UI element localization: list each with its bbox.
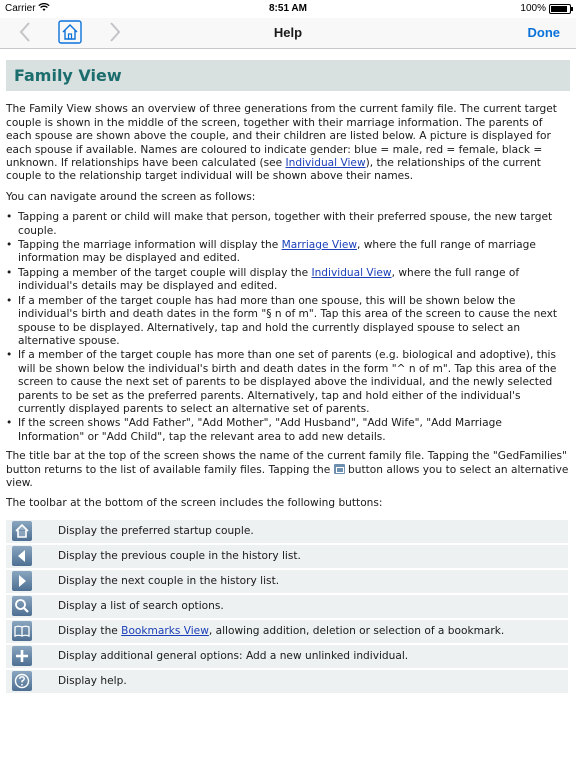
help-content bbox=[6, 60, 570, 695]
list-item: • If the screen shows "Add Father", "Add Mother", "Add Husband", "Add Wife", "Add Marriage Information" or "Add Child", tap the relevant area to add new details. bbox=[18, 417, 570, 444]
battery-percent: 100% bbox=[520, 3, 546, 14]
table-row bbox=[6, 545, 568, 568]
table-row bbox=[6, 570, 568, 593]
previous-icon bbox=[12, 546, 32, 566]
list-text: , where the full range of marriage information may be displayed and edited. bbox=[18, 239, 536, 265]
list-text: , where the full range of individual's details may be displayed and edited. bbox=[18, 266, 520, 293]
row-description: Display the preferred startup couple. bbox=[52, 520, 568, 543]
intro-paragraph bbox=[6, 103, 570, 183]
table-row bbox=[6, 520, 568, 543]
status-bar bbox=[0, 0, 576, 18]
individual-view-link[interactable]: Individual View bbox=[285, 157, 366, 170]
titlebar-text: The title bar at the top of the screen shows the name of the current family file. Tapping the "GedFamilies" button returns to the list of available family files. Tapping the bbox=[6, 450, 567, 476]
row-text: , allowing addition, deletion or selection of a bookmark. bbox=[208, 624, 505, 637]
row-description: Display additional general options: Add a new unlinked individual. bbox=[52, 645, 568, 668]
row-description: Display the previous couple in the history list. bbox=[52, 545, 568, 568]
titlebar-text-cont: button allows you to select an alternative view. bbox=[6, 463, 569, 489]
individual-view-link[interactable]: Individual View bbox=[311, 266, 392, 279]
search-icon bbox=[12, 596, 32, 616]
navigate-intro: You can navigate around the screen as follows: bbox=[6, 190, 256, 203]
table-row bbox=[6, 595, 568, 618]
table-row bbox=[6, 645, 568, 668]
home-icon bbox=[12, 521, 32, 541]
row-text: Display the bbox=[58, 624, 122, 637]
intro-text-cont: ), the relationships of the current couple to the relationship target individual will be shown above their names. bbox=[6, 157, 541, 183]
bookmarks-icon bbox=[12, 621, 32, 641]
nav-title: Help bbox=[273, 25, 303, 40]
intro-text: The Family View shows an overview of three generations from the current family file. The current target couple is shown in the middle of the screen, together with their marriage information. The parents of each spouse are shown above the couple, and their children are listed below. A picture is displayed for each spouse if available. Names are coloured to indicate gender: blue = male, red = female, black = unknown. If relationships have been calculated (see bbox=[6, 103, 557, 170]
titlebar-paragraph bbox=[6, 450, 570, 490]
navigation-bar bbox=[0, 18, 576, 49]
bookmarks-view-link[interactable]: Bookmarks View bbox=[121, 624, 209, 637]
carrier-label: Carrier bbox=[5, 3, 36, 14]
row-description: Display help. bbox=[52, 670, 568, 693]
navigation-list bbox=[6, 211, 570, 444]
page-title: Family View bbox=[6, 60, 570, 91]
battery-icon bbox=[549, 4, 571, 14]
table-row bbox=[6, 620, 568, 643]
status-time: 8:51 AM bbox=[269, 3, 307, 14]
row-description: Display a list of search options. bbox=[52, 595, 568, 618]
add-icon bbox=[12, 646, 32, 666]
list-item: • Tapping a parent or child will make that person, together with their preferred spouse, the new target couple. bbox=[18, 211, 570, 238]
list-text: Tapping the marriage information will display the bbox=[18, 239, 282, 252]
table-row bbox=[6, 670, 568, 693]
list-item bbox=[18, 267, 570, 294]
next-icon bbox=[12, 571, 32, 591]
done-button[interactable]: Done bbox=[527, 25, 560, 40]
marriage-view-link[interactable]: Marriage View bbox=[281, 239, 357, 252]
help-icon bbox=[12, 671, 32, 691]
list-item: • If a member of the target couple has had more than one spouse, this will be shown below the individual's birth and death dates in the form "§ n of m". Tap this area of the screen to cause the next spouse to be displayed. Alternatively, tap and hold the currently displayed spouse to select an alternative spouse. bbox=[18, 295, 570, 349]
list-item: • If a member of the target couple has more than one set of parents (e.g. biological and adoptive), this will be shown below the individual's birth and death dates in the form "^ n of m". Tap this area of the screen to cause the next set of parents to be displayed above the individual, and the newly selected parents to be set as the preferred parents. Alternatively, tap and hold either of the individual's currently displayed parents to select an alternative set of parents. bbox=[18, 349, 570, 416]
toolbar-intro: The toolbar at the bottom of the screen includes the following buttons: bbox=[6, 497, 383, 510]
switch-view-icon bbox=[334, 464, 345, 474]
list-text: Tapping a member of the target couple will display the bbox=[18, 266, 312, 279]
row-description bbox=[52, 620, 568, 643]
toolbar-table bbox=[6, 518, 568, 695]
row-description: Display the next couple in the history list. bbox=[52, 570, 568, 593]
list-item bbox=[18, 239, 570, 266]
